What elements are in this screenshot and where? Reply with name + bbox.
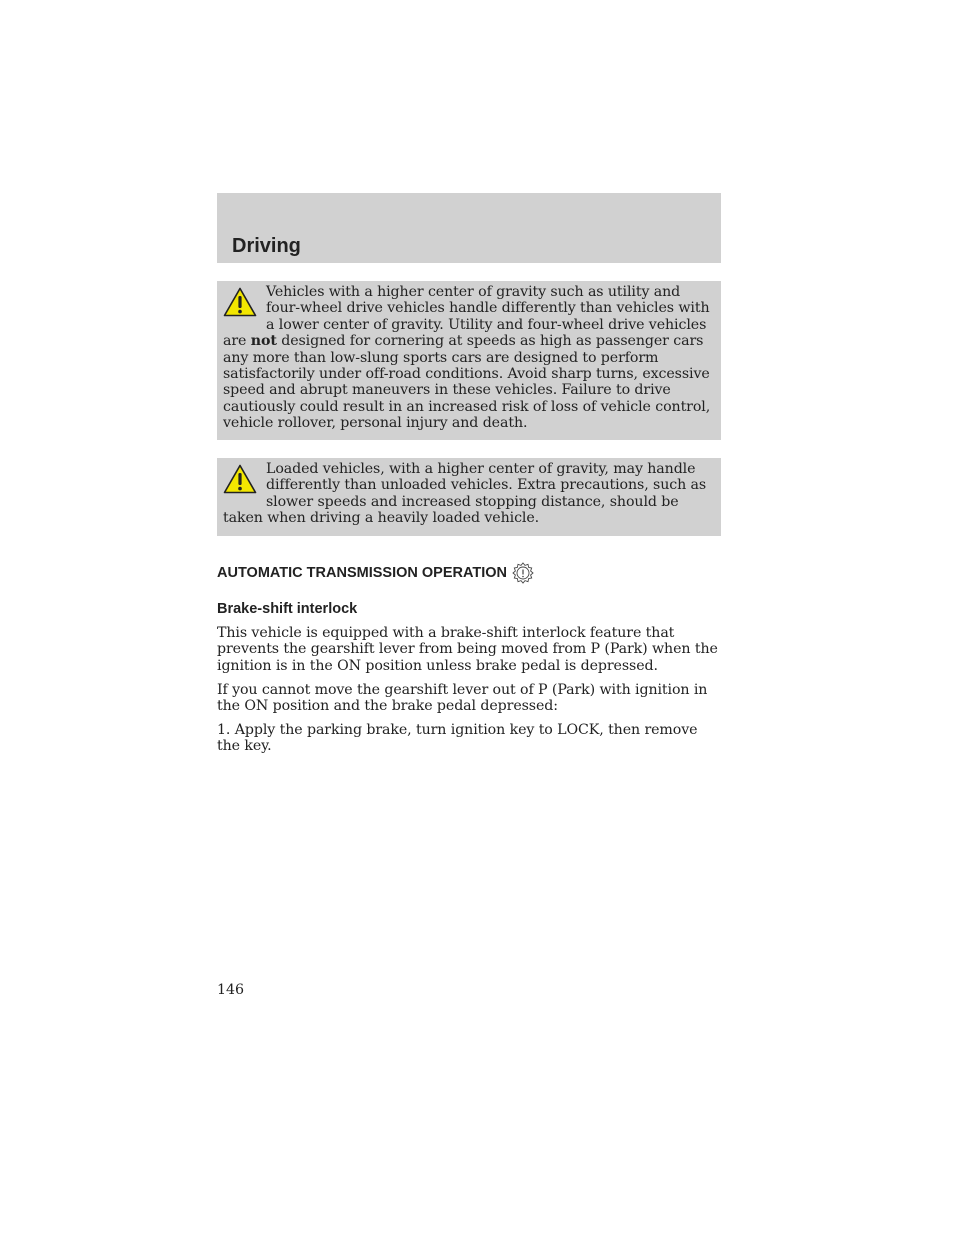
warning-box-loaded-vehicles bbox=[217, 458, 721, 536]
sub-heading-brake-shift-interlock: Brake-shift interlock bbox=[217, 601, 358, 617]
warning-box-center-of-gravity bbox=[217, 281, 721, 440]
warning-triangle-icon bbox=[223, 464, 257, 494]
transmission-gear-icon bbox=[512, 562, 534, 584]
body-paragraph: If you cannot move the gearshift lever out of P (Park) with ignition in the ON position and the brake pedal depressed: bbox=[217, 682, 708, 715]
warning-text: Vehicles with a higher center of gravity such as utility and four-wheel drive vehicles handle differently than vehicles with a lower center of gravity. Utility and four-wheel drive vehicles are not designed for cornering at speeds as high as passenger cars any more than low-slung sports cars are designed to perform satisfactorily under off-road conditions. Avoid sharp turns, excessive speed and abrupt maneuvers in these vehicles. Failure to drive cautiously could result in an increased risk of loss of vehicle control, vehicle rollover, personal injury and death. bbox=[223, 284, 711, 432]
body-paragraph-step: 1. Apply the parking brake, turn ignition key to LOCK, then remove the key. bbox=[217, 722, 698, 755]
section-heading-label: AUTOMATIC TRANSMISSION OPERATION bbox=[217, 565, 507, 581]
chapter-title: Driving bbox=[232, 235, 301, 257]
body-paragraph: This vehicle is equipped with a brake-shift interlock feature that prevents the gearshift lever from being moved from P (Park) when the ignition is in the ON position unless brake pedal is depressed. bbox=[217, 625, 718, 674]
warning-triangle-icon bbox=[223, 287, 257, 317]
page-number: 146 bbox=[217, 982, 245, 998]
warning-emphasis: not bbox=[250, 333, 277, 350]
section-heading bbox=[217, 562, 534, 584]
chapter-header-band bbox=[217, 193, 721, 263]
warning-text: Loaded vehicles, with a higher center of gravity, may handle differently than unloaded vehicles. Extra precautions, such as slower speeds and increased stopping distance, should be taken when driving a heavily loaded vehicle. bbox=[223, 461, 707, 527]
